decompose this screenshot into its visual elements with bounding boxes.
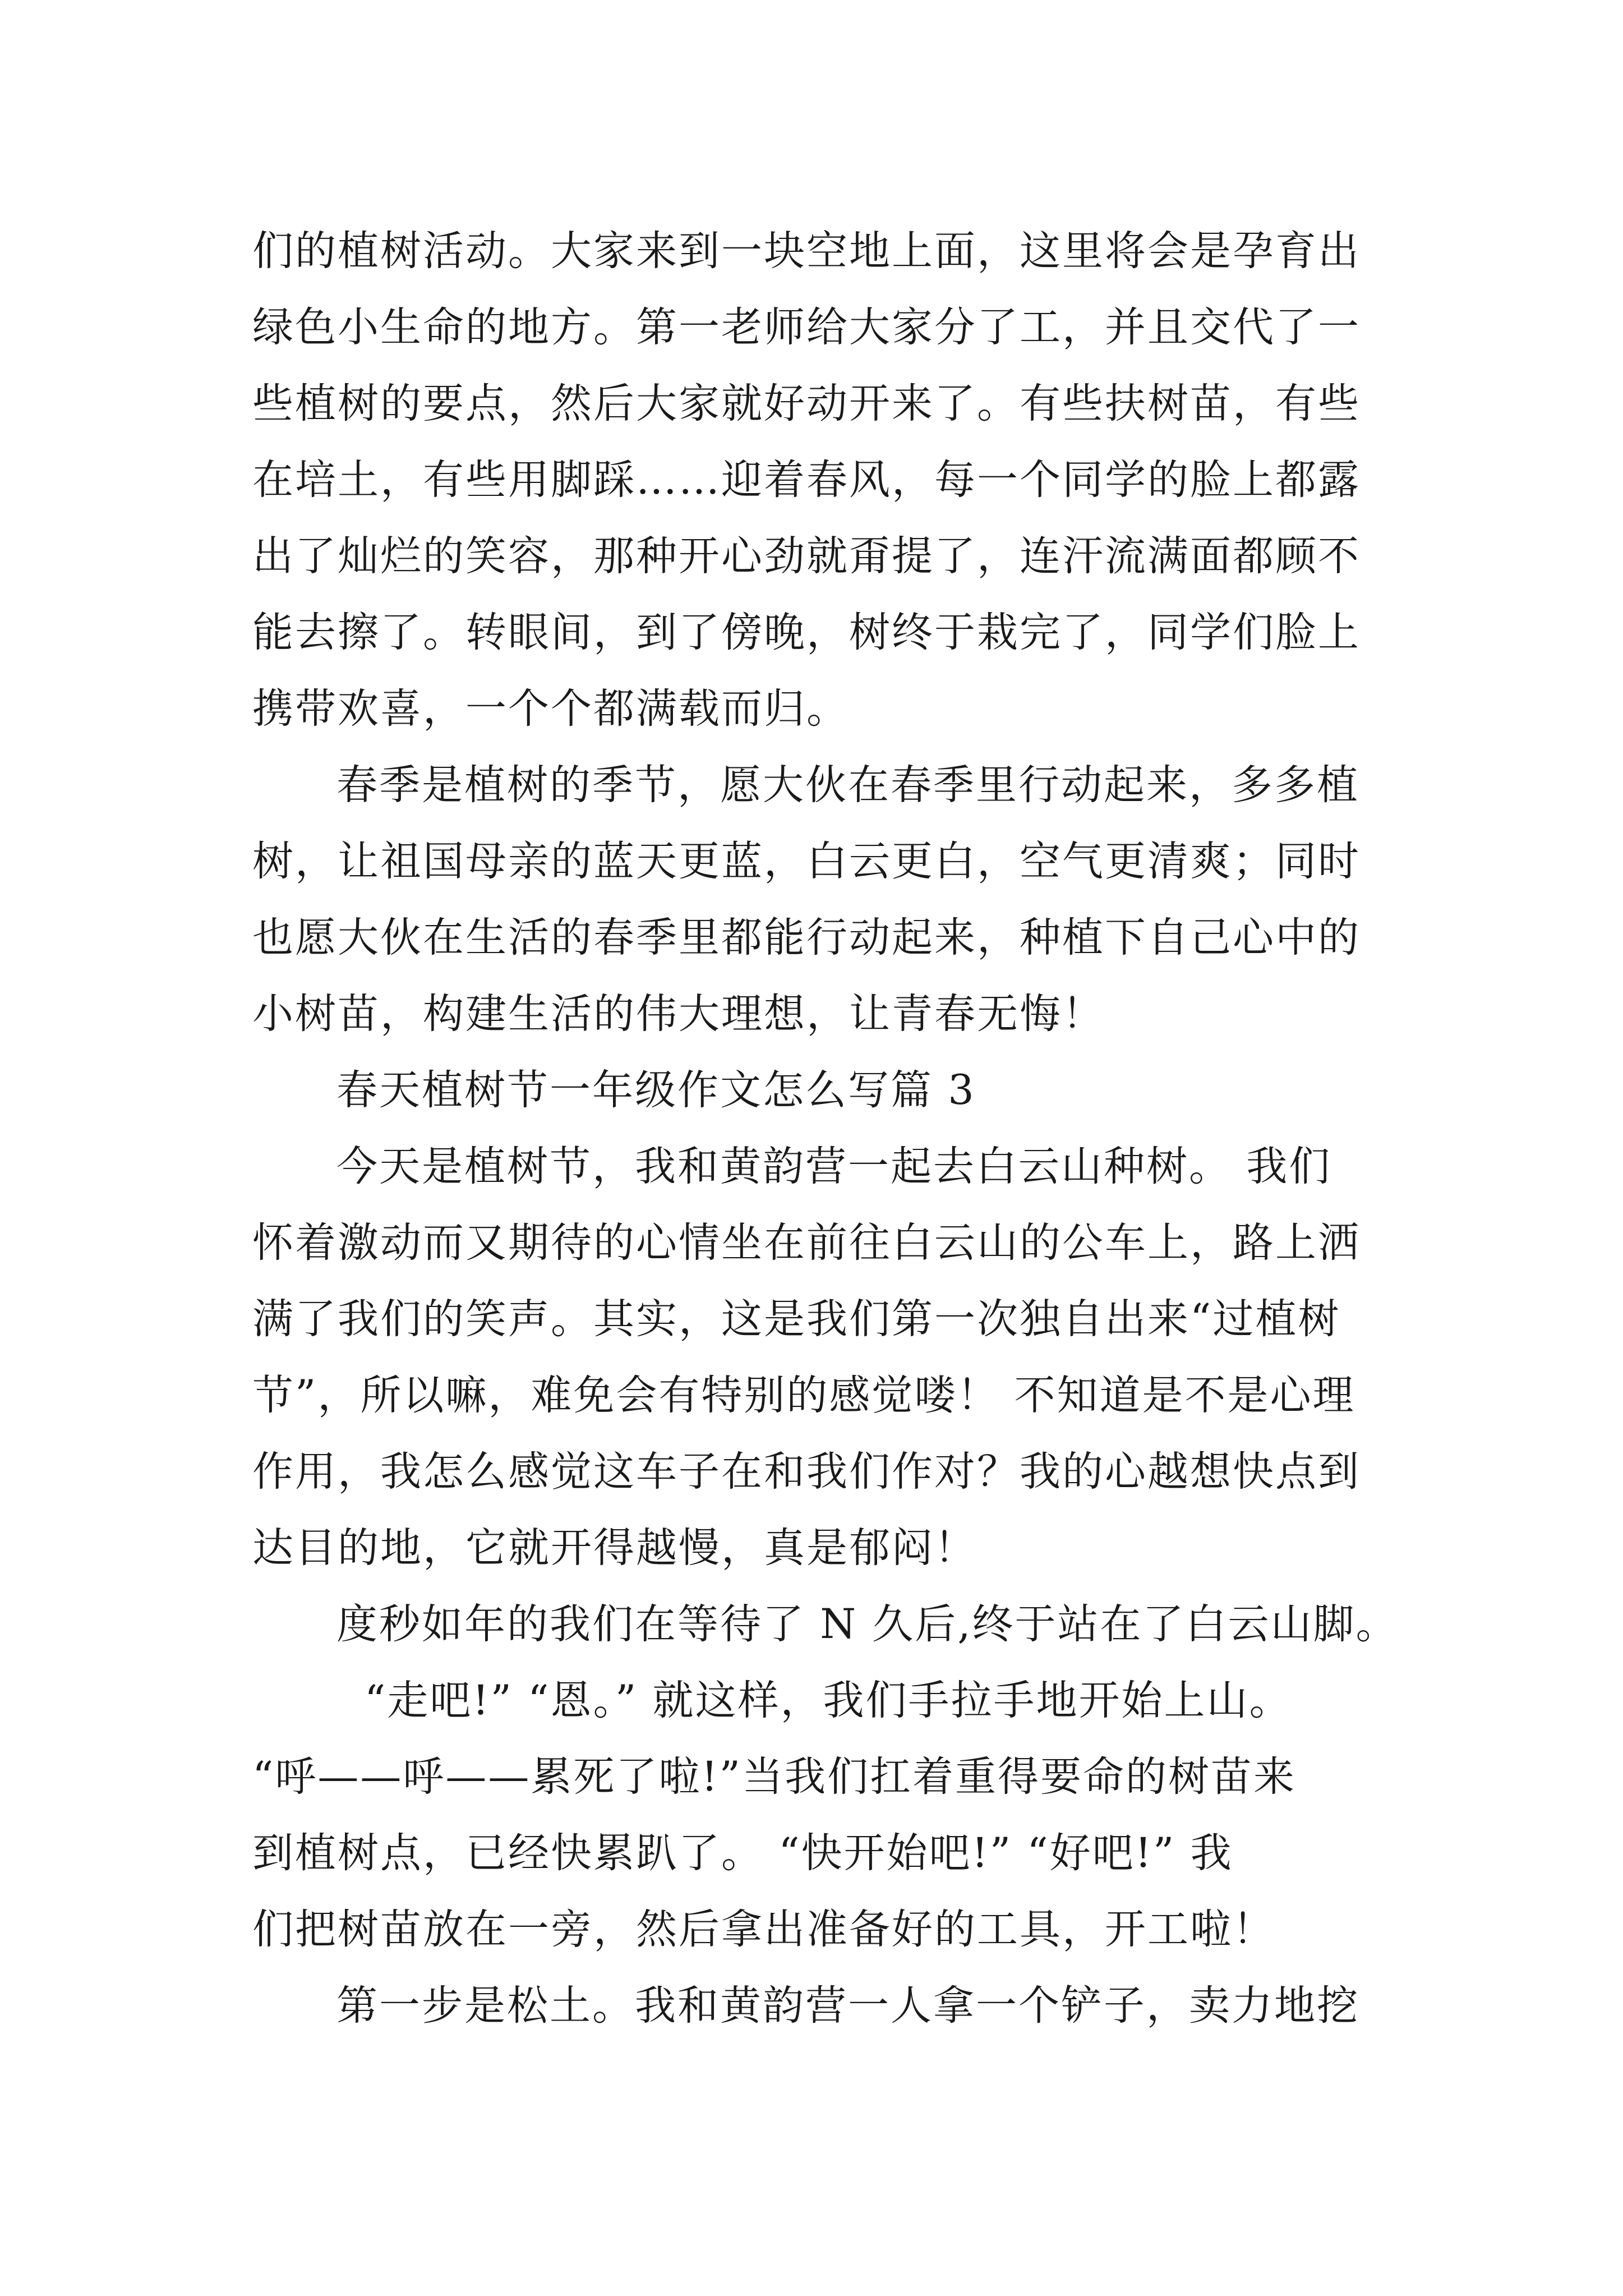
text-line: 节”，所以嘛，难免会有特别的感觉喽！ 不知道是不是心理: [252, 1372, 1355, 1419]
text-line: 出了灿烂的笑容，那种开心劲就甭提了，连汗流满面都顾不: [252, 532, 1361, 580]
paragraph-start-line: 春季是植树的季节，愿大伙在春季里行动起来，多多植: [336, 761, 1359, 809]
text-line: 绿色小生命的地方。第一老师给大家分了工，并且交代了一: [252, 303, 1361, 351]
text-line: 能去擦了。转眼间，到了傍晚，树终于栽完了，同学们脸上: [252, 609, 1361, 656]
paragraph-start-line: 第一步是松土。我和黄韵营一人拿一个铲子，卖力地挖: [336, 1982, 1359, 2030]
text-line: 也愿大伙在生活的春季里都能行动起来，种植下自己心中的: [252, 914, 1361, 961]
paragraph-start-line: 度秒如年的我们在等待了 N 久后,终于站在了白云山脚。: [336, 1600, 1399, 1648]
text-line: 树，让祖国母亲的蓝天更蓝，白云更白，空气更清爽；同时: [252, 838, 1361, 885]
text-line: 达目的地，它就开得越慢，真是郁闷！: [252, 1524, 977, 1572]
text-line: 在培土，有些用脚踩……迎着春风，每一个同学的脸上都露: [252, 456, 1361, 504]
text-line: “呼——呼——累死了啦!”当我们扛着重得要命的树苗来: [252, 1753, 1296, 1801]
text-line: 满了我们的笑声。其实，这是我们第一次独自出来“过植树: [252, 1295, 1341, 1343]
essay-text: [252, 213, 1399, 2044]
text-line: 们把树苗放在一旁，然后拿出准备好的工具，开工啦！: [252, 1906, 1275, 1953]
text-line: 到植树点，已经快累趴了。 “快开始吧!” “好吧!” 我: [252, 1829, 1233, 1877]
section-heading: 春天植树节一年级作文怎么写篇 3: [336, 1066, 976, 1114]
text-line: 携带欢喜，一个个都满载而归。: [252, 685, 849, 733]
text-line: 作用，我怎么感觉这车子在和我们作对？我的心越想快点到: [252, 1448, 1361, 1496]
text-line: 小树苗，构建生活的伟大理想，让青春无悔！: [252, 990, 1105, 1038]
text-line: 些植树的要点，然后大家就好动开来了。有些扶树苗，有些: [252, 380, 1361, 427]
text-line: 们的植树活动。大家来到一块空地上面，这里将会是孕育出: [252, 227, 1361, 275]
paragraph-start-line: “走吧!” “恩。” 就这样，我们手拉手地开始上山。: [365, 1677, 1292, 1724]
paragraph-start-line: 今天是植树节，我和黄韵营一起去白云山种树。 我们: [336, 1143, 1332, 1190]
text-line: 怀着激动而又期待的心情坐在前往白云山的公车上，路上洒: [252, 1219, 1361, 1267]
